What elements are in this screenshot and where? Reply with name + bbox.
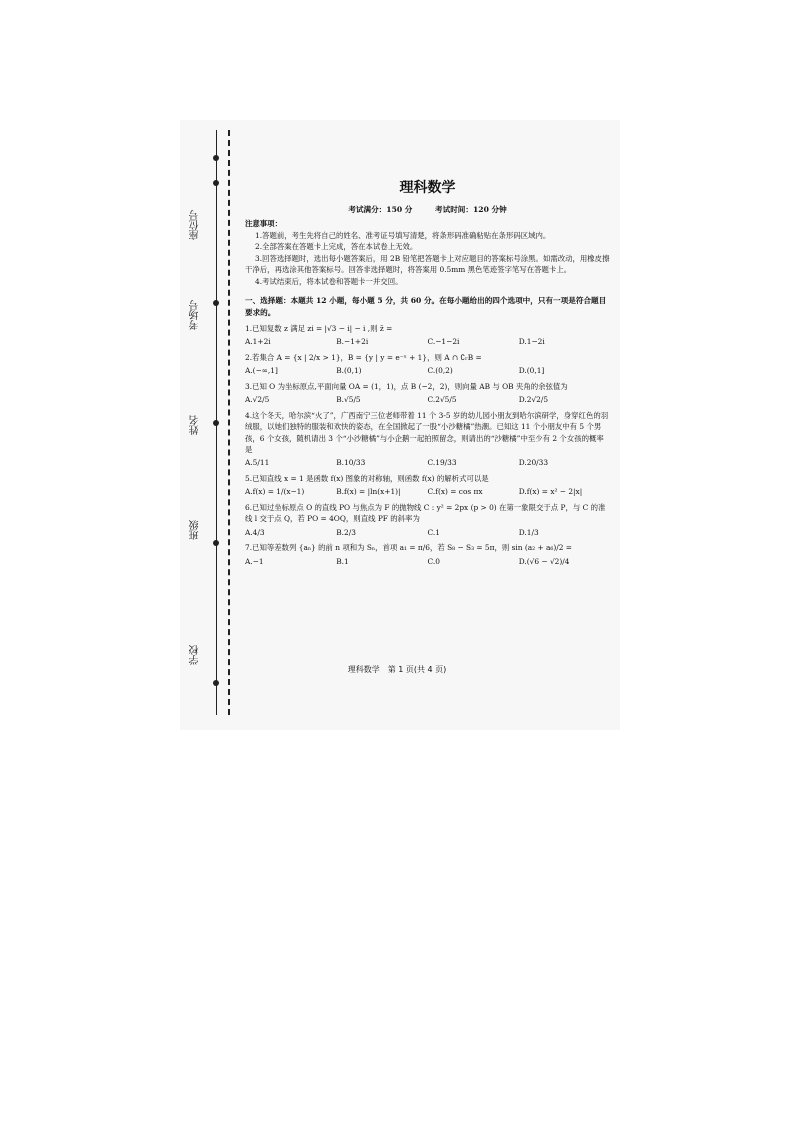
- question-options: [245, 394, 610, 405]
- option: B.f(x) = |ln(x+1)|: [336, 487, 401, 497]
- question: [245, 473, 610, 498]
- binding-dot: [213, 300, 219, 306]
- exam-time: 考试时间：120 分钟: [435, 204, 507, 214]
- notice-item: 3.回答选择题时，选出每小题答案后，用 2B 铅笔把答题卡上对应题目的答案标号涂黑。如需改动，用橡皮擦干净后，再选涂其他答案标号。回答非选择题时，将答案用 0.5mm 黑色笔迹签字笔写在答题卡上。: [245, 253, 610, 275]
- notice-heading: 注意事项：: [245, 219, 282, 229]
- binding-dot: [213, 540, 219, 546]
- question: [245, 410, 610, 469]
- option: D.2√2/5: [518, 395, 549, 405]
- option: C.1: [427, 527, 440, 537]
- question-stem: 6.已知过坐标原点 O 的直线 PO 与焦点为 F 的抛物线 C : y² = 2px (p > 0) 在第一象限交于点 P，与 C 的准线 l 交于点 Q，若 PO = 4OQ，则直线 PF 的斜率为: [245, 502, 606, 524]
- question-options: [245, 527, 610, 538]
- option: D.1/3: [518, 527, 539, 537]
- question: [245, 542, 610, 567]
- question-options: [245, 457, 610, 468]
- option: C.0: [427, 556, 440, 566]
- option: A.−1: [245, 556, 264, 566]
- question-stem: 1.已知复数 z 满足 zi = |√3 − i| − i ,则 z̄ =: [245, 323, 393, 333]
- page-footer: 理科数学 第 1 页(共 4 页): [347, 665, 447, 674]
- question-options: [245, 365, 610, 376]
- option: A.(−∞,1]: [245, 366, 278, 376]
- notice-item: 1.答题前，考生先将自己的姓名、准考证号填写清楚，将条形码准确粘贴在条形码区域内。: [255, 230, 551, 240]
- question: [245, 381, 610, 406]
- option: D.(0,1]: [518, 366, 545, 376]
- binding-dot: [213, 420, 219, 426]
- option: D.f(x) = x² − 2|x|: [518, 487, 583, 497]
- option: A.5/11: [245, 458, 270, 468]
- question-stem: 2.若集合 A = {x | 2/x > 1}，B = {y | y = e⁻ˣ + 1}，则 A ∩ ∁ᵣB =: [245, 352, 482, 362]
- name-label: 姓名: [190, 415, 201, 435]
- cut-dashed-line: [228, 130, 230, 715]
- question: [245, 502, 610, 538]
- notice-item: 2.全部答案在答题卡上完成，答在本试卷上无效。: [255, 242, 418, 252]
- option: B.−1+2i: [336, 337, 369, 347]
- binding-margin: [180, 120, 240, 730]
- question-options: [245, 486, 610, 497]
- exam-info: [245, 204, 610, 216]
- binding-dot: [213, 180, 219, 186]
- section-heading: 一、选择题：本题共 12 小题，每小题 5 分，共 60 分。在每小题给出的四个选项中，只有一项是符合题目要求的。: [245, 296, 607, 318]
- option: D.(√6 − √2)/4: [518, 556, 570, 566]
- option: C.(0,2): [427, 366, 453, 376]
- question-stem: 7.已知等差数列 {aₙ} 的前 n 项和为 Sₙ，首项 a₁ = π/6，若 S₈ − S₃ = 5π，则 sin (a₂ + a₆)/2 =: [245, 543, 573, 553]
- exam-room-label: 考场号: [190, 300, 201, 330]
- school-label: 学校: [190, 645, 201, 665]
- exam-content: [245, 178, 610, 567]
- question-stem: 5.已知直线 x = 1 是函数 f(x) 图象的对称轴，则函数 f(x) 的解析式可以是: [245, 473, 489, 483]
- option: A.1+2i: [245, 337, 271, 347]
- option: C.19/33: [427, 458, 457, 468]
- option: B.10/33: [336, 458, 366, 468]
- class-label: 班级: [190, 520, 201, 540]
- page-title: 理科数学: [399, 180, 456, 196]
- binding-dot: [213, 680, 219, 686]
- exam-score: 考试满分：150 分: [348, 204, 413, 214]
- question: [245, 323, 610, 348]
- question: [245, 352, 610, 377]
- option: C.−1−2i: [427, 337, 460, 347]
- option: D.20/33: [518, 458, 549, 468]
- option: B.√5/5: [336, 395, 361, 405]
- option: A.f(x) = 1/(x−1): [245, 487, 305, 497]
- question-options: [245, 556, 610, 567]
- option: B.1: [336, 556, 349, 566]
- option: D.1−2i: [518, 337, 545, 347]
- exam-sheet: [180, 120, 620, 730]
- notice-item: 4.考试结束后，将本试卷和答题卡一并交回。: [255, 276, 403, 286]
- question-stem: 3.已知 O 为坐标原点,平面向量 OA = (1，1)，点 B (−2，2)，则向量 AB 与 OB 夹角的余弦值为: [245, 381, 568, 391]
- option: C.f(x) = cos πx: [427, 487, 483, 497]
- question-stem: 4.这个冬天，哈尔滨“火了”，广西南宁三位老师带着 11 个 3-5 岁的幼儿园小朋友到哈尔滨研学，身穿红色的羽绒服，以她们独特的服装和欢快的姿态，在全国掀起了一股“小沙糖橘”热潮。已知这 11 个小朋友中有 5 个男孩，6 个女孩，随机请出 3 个“小沙糖橘”与小企鹅一起拍照留念，则请出的“沙糖橘”中至少有 2 个女孩的概率是: [245, 410, 609, 455]
- option: C.2√5/5: [427, 395, 457, 405]
- seat-number-label: 座位号: [190, 210, 201, 240]
- option: A.4/3: [245, 527, 265, 537]
- option: B.2/3: [336, 527, 356, 537]
- binding-dot: [213, 155, 219, 161]
- option: B.(0,1): [336, 366, 362, 376]
- notice: [245, 218, 610, 287]
- option: A.√2/5: [245, 395, 270, 405]
- question-options: [245, 336, 610, 347]
